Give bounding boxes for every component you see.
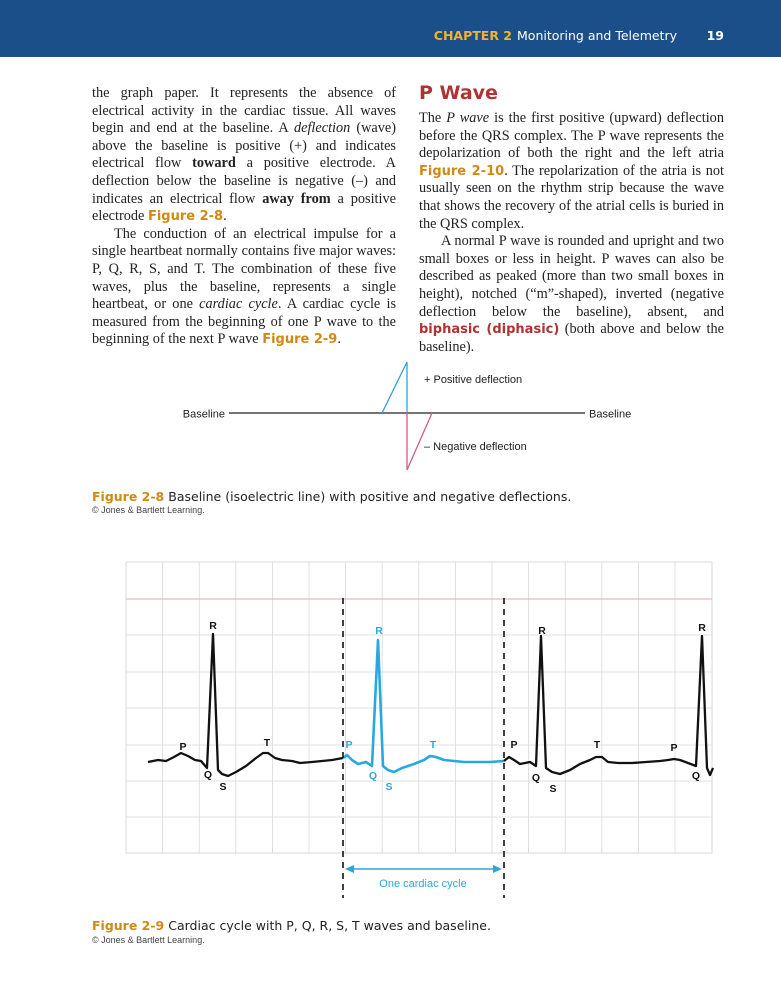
figure-label: Figure 2-8: [92, 489, 165, 504]
text-run: the graph paper. It represents the absence of electrical activity in the cardiac tissue. All waves begin and end at the baseline. A: [92, 85, 396, 137]
chapter-label: CHAPTER 2: [433, 28, 513, 43]
label-r-1: R: [209, 620, 217, 632]
label-p-2: P: [345, 739, 353, 751]
figure-reference-link[interactable]: Figure 2-9: [262, 332, 338, 348]
label-q-4: Q: [691, 770, 701, 782]
chapter-title: Monitoring and Telemetry: [517, 28, 677, 43]
figure-2-9-caption: [92, 918, 491, 933]
term-cardiac-cycle: cardiac cycle: [199, 296, 278, 313]
arrowhead-right-icon: [493, 865, 502, 873]
label-p-4: P: [670, 742, 678, 754]
text-run: . The repolarization of the atria is not usually seen on the rhythm strip because the wave that shows the recovery of the atrial cells is buried in the QRS complex.: [419, 162, 724, 232]
text-run: a positive electrode: [92, 190, 396, 225]
caption-text: Cardiac cycle with P, Q, R, S, T waves and baseline.: [168, 918, 491, 933]
label-r-2: R: [375, 625, 383, 637]
ecg-trace-highlighted-cycle: [343, 640, 504, 772]
text-run: (both above and below the baseline).: [419, 321, 724, 355]
ecg-trace-before-cycle: [148, 634, 343, 776]
running-head: [434, 28, 677, 43]
emphasis-away-from: away from: [262, 190, 331, 207]
term-deflection: deflection: [293, 120, 351, 137]
text-run: (wave) above the baseline is positive (+) and indicates electrical flow: [92, 120, 397, 172]
figure-2-8-credit: © Jones & Bartlett Learning.: [92, 505, 205, 515]
caption-text: Baseline (isoelectric line) with positive and negative deflections.: [168, 489, 572, 504]
label-r-3: R: [538, 625, 546, 637]
ecg-grid: [126, 562, 712, 853]
text-run: . A cardiac cycle is measured from the beginning of one P wave to the beginning of the next P wave: [92, 296, 397, 348]
cycle-label: One cardiac cycle: [379, 878, 467, 890]
text-run: .: [337, 331, 341, 348]
text-run: A normal P wave is rounded and upright and two small boxes or less in height. P waves can also be described as peaked (more than two small boxes in height), notched (“m”-shaped), inverted (negative deflection below the baseline), absent, and: [419, 233, 724, 320]
chapter-header-bar: [0, 0, 781, 57]
negative-deflection-label: – Negative deflection: [424, 441, 527, 453]
text-run: a positive electrode. A deflection below the baseline is negative (–) and indicates an electrical flow: [92, 155, 396, 207]
label-q-3: Q: [531, 772, 541, 784]
paragraph-p-wave-shapes: [419, 233, 724, 356]
section-heading-p-wave: P Wave: [419, 82, 498, 104]
page-number: 19: [706, 28, 724, 43]
label-q-2: Q: [368, 770, 378, 782]
label-t-1: T: [263, 737, 271, 749]
figure-2-8-caption: [92, 489, 571, 504]
label-t-2: T: [429, 739, 437, 751]
label-s-2: S: [385, 781, 393, 793]
figure-label: Figure 2-9: [92, 918, 165, 933]
positive-deflection-wave: [382, 362, 407, 413]
text-run: .: [223, 208, 227, 225]
ecg-trace-after-cycle: [504, 636, 713, 775]
label-s-1: S: [219, 781, 227, 793]
term-p-wave: P wave: [446, 110, 490, 126]
label-p-1: P: [179, 741, 187, 753]
figure-2-9-credit: © Jones & Bartlett Learning.: [92, 935, 205, 945]
figure-2-9-ecg-diagram: [0, 555, 781, 900]
text-run: The: [419, 110, 447, 126]
arrowhead-left-icon: [345, 865, 354, 873]
label-p-3: P: [510, 739, 518, 751]
label-s-3: S: [549, 783, 557, 795]
term-biphasic: biphasic (diphasic): [419, 322, 560, 338]
figure-reference-link[interactable]: Figure 2-10: [419, 163, 505, 179]
right-column: [419, 110, 724, 356]
figure-reference-link[interactable]: Figure 2-8: [147, 209, 224, 225]
text-run: is the first positive (upward) deflection before the QRS complex. The P wave represents the depolarization of both the right and the left atria: [419, 110, 724, 162]
baseline-label-right: Baseline: [589, 408, 632, 421]
text-run: The conduction of an electrical impulse for a single heartbeat normally contains five major waves: P, Q, R, S, and T. The combination of these five waves, plus the baseline, represents a single heartbeat, or one: [92, 225, 396, 313]
label-r-4: R: [698, 622, 706, 634]
label-q-1: Q: [203, 769, 213, 781]
paragraph-p-wave-definition: [419, 110, 724, 233]
paragraph-baseline: [92, 85, 396, 226]
baseline-label-left: Baseline: [182, 408, 225, 421]
label-t-3: T: [593, 739, 601, 751]
paragraph-cardiac-cycle: [92, 226, 396, 349]
figure-2-8-diagram: [0, 350, 781, 480]
left-column: [92, 85, 396, 349]
emphasis-toward: toward: [192, 155, 236, 172]
positive-deflection-label: + Positive deflection: [424, 374, 523, 386]
